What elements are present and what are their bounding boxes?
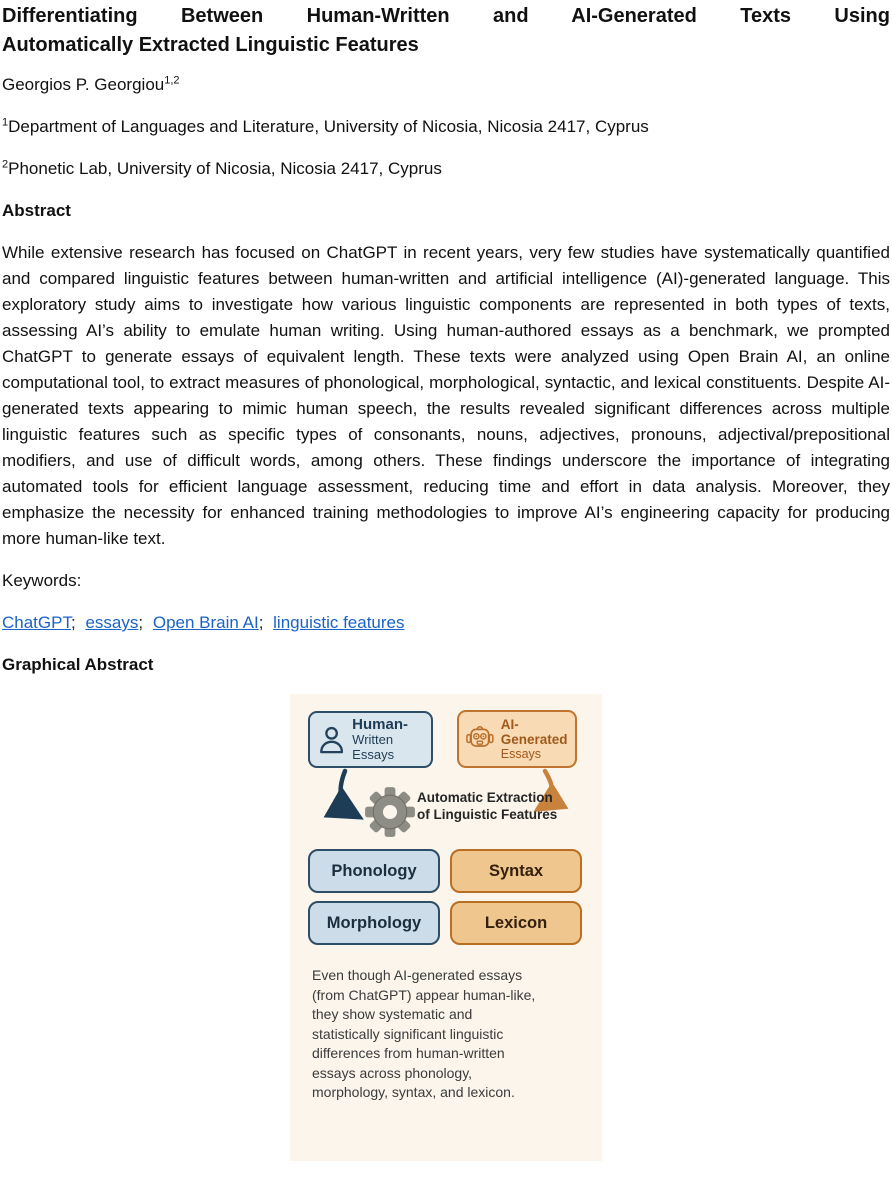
keyword-separator: ; — [70, 613, 76, 632]
affiliation-2 — [2, 156, 890, 182]
category-box-syntax: Syntax — [450, 849, 582, 893]
figure-caption-line: morphology, syntax, and lexicon. — [312, 1084, 515, 1100]
keywords-label: Keywords: — [2, 571, 82, 590]
figure-caption-line: (from ChatGPT) appear human-like, — [312, 986, 536, 1003]
figure-caption-line: Even though AI-generated essays — [312, 967, 523, 983]
figure-caption-line: statistically significant linguistic — [312, 1025, 504, 1042]
ai-box-text — [501, 717, 575, 762]
keywords-line — [2, 610, 890, 636]
affiliation-1-text: Department of Languages and Literature, University of Nicosia, Nicosia 2417, Cyprus — [8, 117, 649, 136]
affiliation-1-superscript: 1 — [2, 116, 9, 129]
keyword-link-essays[interactable]: essays — [85, 613, 139, 632]
process-label-line1: Automatic Extraction — [417, 790, 553, 805]
author-line — [2, 72, 890, 98]
author-name: Georgios P. Georgiou — [2, 75, 165, 94]
keyword-separator: ; — [138, 613, 144, 632]
author-superscript: 1,2 — [164, 74, 180, 87]
affiliation-2-text: Phonetic Lab, University of Nicosia, Nicosia 2417, Cyprus — [8, 159, 442, 178]
affiliation-2-superscript: 2 — [2, 158, 9, 171]
process-label-line2: of Linguistic Features — [417, 806, 558, 822]
arrow-human-to-gear — [341, 771, 354, 814]
graphical-abstract-heading: Graphical Abstract — [2, 655, 154, 674]
graphical-abstract-figure — [290, 694, 602, 1161]
affiliation-1 — [2, 114, 890, 140]
process-label — [417, 790, 567, 823]
human-written-essays-box — [308, 711, 433, 768]
figure-caption-line: essays across phonology, — [312, 1064, 473, 1081]
gear-icon — [364, 786, 416, 838]
category-box-phonology: Phonology — [308, 849, 440, 893]
figure-caption — [312, 966, 572, 1103]
human-box-title: Human- — [352, 716, 409, 733]
abstract-paragraph: While extensive research has focused on ChatGPT in recent years, very few studies have systematically quantified and compared linguistic features between human-written and artificial intelligence (AI)-generated language. This exploratory study aims to investigate how various linguistic components are represented in both types of texts, assessing AI’s ability to emulate human writing. Using human-authored essays as a benchmark, we prompted ChatGPT to generate essays of equivalent length. These texts were analyzed using Open Brain AI, an online computational tool, to extract measures of phonological, morphological, syntactic, and lexical constituents. Despite AI-generated texts appearing to mimic human speech, the results revealed significant differences across multiple linguistic features such as specific types of consonants, nouns, adjectives, pronouns, adjectival/prepositional modifiers, and use of difficult words, among others. These findings underscore the importance of integrating automated tools for efficient language assessment, reducing time and effort in data analysis. Moreover, they emphasize the necessity for enhanced training methodologies to improve AI’s engineering capacity for producing more human-like text. — [2, 243, 890, 548]
figure-caption-line: differences from human-written — [312, 1045, 505, 1061]
ai-box-title: AI-Generated — [500, 716, 568, 747]
paper-title-line1: Differentiating Between Human-Written and AI-Generated Texts Using — [2, 5, 890, 27]
keyword-link-chatgpt[interactable]: ChatGPT — [2, 613, 71, 632]
paper-title — [2, 2, 890, 60]
human-box-subtitle: Written Essays — [352, 732, 395, 762]
figure-caption-line: they show systematic and — [312, 1006, 473, 1022]
keyword-link-open-brain-ai[interactable]: Open Brain AI — [152, 613, 259, 632]
paper-title-line2: Automatically Extracted Linguistic Features — [2, 34, 419, 56]
ai-box-subtitle: Essays — [500, 746, 542, 761]
abstract-heading: Abstract — [2, 201, 71, 220]
person-icon — [317, 722, 346, 758]
keyword-separator: ; — [258, 613, 264, 632]
human-box-text — [352, 717, 431, 762]
category-box-lexicon: Lexicon — [450, 901, 582, 945]
ai-generated-essays-box — [457, 710, 577, 768]
category-box-morphology: Morphology — [308, 901, 440, 945]
robot-icon — [465, 723, 495, 755]
keyword-link-linguistic-features[interactable]: linguistic features — [273, 613, 405, 632]
